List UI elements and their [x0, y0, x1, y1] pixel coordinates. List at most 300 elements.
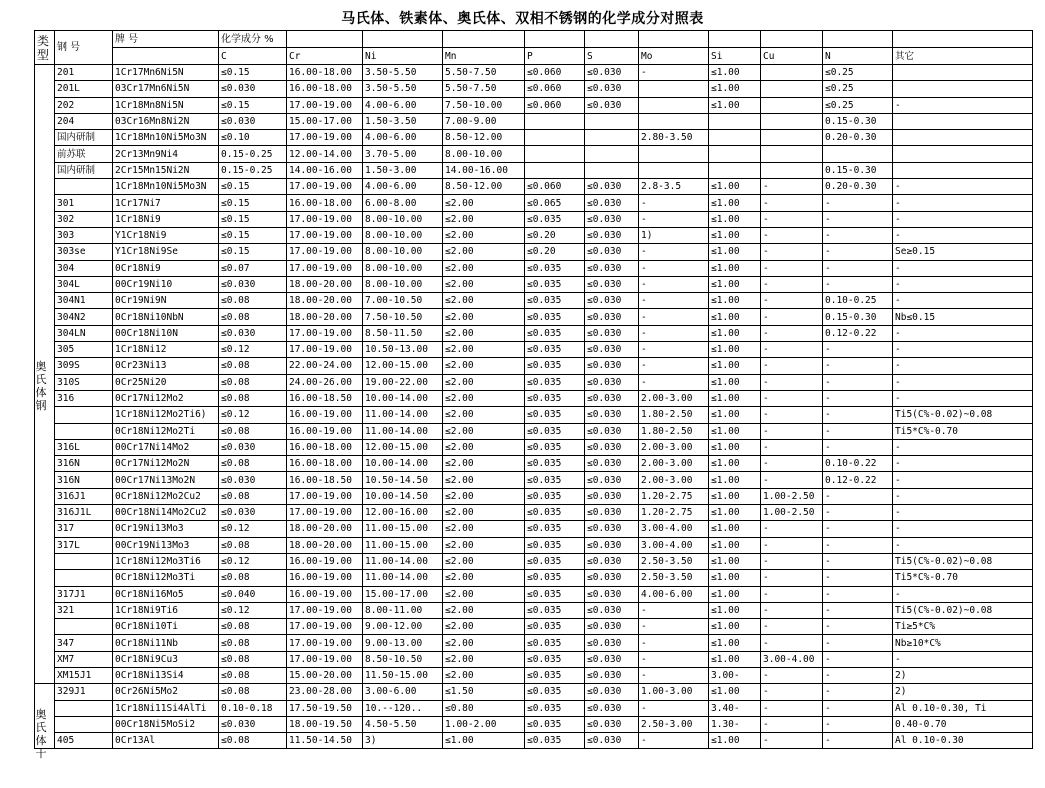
value-cell: - — [761, 602, 823, 618]
header-blank — [761, 31, 823, 48]
side-label-char: 类 — [36, 34, 49, 48]
grade-cell: 0Cr19Ni9N — [113, 293, 219, 309]
value-cell: 0.12-0.22 — [823, 325, 893, 341]
value-cell: - — [761, 684, 823, 700]
grade-cell: 0Cr18Ni12Mo2Cu2 — [113, 488, 219, 504]
table-row — [35, 211, 1033, 227]
value-cell: ≤0.030 — [585, 179, 639, 195]
value-cell: ≤0.030 — [585, 667, 639, 683]
table-row — [35, 423, 1033, 439]
value-cell: ≤0.035 — [525, 733, 585, 749]
value-cell: 10.50-14.50 — [363, 472, 443, 488]
element-header-4: Mn — [443, 48, 525, 65]
value-cell: ≤0.030 — [585, 358, 639, 374]
value-cell: ≤1.00 — [709, 293, 761, 309]
value-cell: ≤1.00 — [709, 374, 761, 390]
value-cell: 10.50-13.00 — [363, 342, 443, 358]
value-cell: ≤0.035 — [525, 423, 585, 439]
value-cell: 15.00-17.00 — [363, 586, 443, 602]
value-cell: - — [893, 211, 1033, 227]
value-cell: 0.15-0.25 — [219, 146, 287, 162]
value-cell: ≤0.08 — [219, 667, 287, 683]
table-row — [35, 97, 1033, 113]
steel-no-cell — [55, 423, 113, 439]
value-cell — [639, 162, 709, 178]
duplex-side-cell — [35, 684, 55, 749]
grade-cell: 1Cr17Ni7 — [113, 195, 219, 211]
value-cell: 8.00-10.00 — [363, 276, 443, 292]
value-cell: - — [893, 325, 1033, 341]
table-row — [35, 195, 1033, 211]
value-cell: - — [893, 374, 1033, 390]
value-cell: Nb≤0.15 — [893, 309, 1033, 325]
value-cell: ≤0.030 — [585, 260, 639, 276]
value-cell: - — [761, 619, 823, 635]
header-blank — [363, 31, 443, 48]
value-cell: ≤0.15 — [219, 227, 287, 243]
table-row — [35, 505, 1033, 521]
value-cell: 15.00-20.00 — [287, 667, 363, 683]
table-row — [35, 146, 1033, 162]
value-cell: 3.40- — [709, 700, 761, 716]
value-cell: ≤2.00 — [443, 342, 525, 358]
value-cell: - — [761, 521, 823, 537]
value-cell: - — [823, 537, 893, 553]
table-row — [35, 293, 1033, 309]
value-cell: ≤0.80 — [443, 700, 525, 716]
value-cell: - — [761, 586, 823, 602]
value-cell: 7.00-9.00 — [443, 113, 525, 129]
steel-no-cell: 304LN — [55, 325, 113, 341]
value-cell: Ti≥5*C% — [893, 619, 1033, 635]
element-header-3: Ni — [363, 48, 443, 65]
grade-cell: 2Cr13Mn9Ni4 — [113, 146, 219, 162]
value-cell: - — [893, 521, 1033, 537]
steel-no-header: 钢 号 — [55, 31, 113, 65]
value-cell: ≤2.00 — [443, 309, 525, 325]
steel-no-cell: 304N2 — [55, 309, 113, 325]
value-cell — [761, 97, 823, 113]
table-row — [35, 716, 1033, 732]
value-cell: ≤0.030 — [585, 521, 639, 537]
value-cell: - — [893, 227, 1033, 243]
value-cell: ≤0.030 — [219, 505, 287, 521]
value-cell — [893, 81, 1033, 97]
value-cell: ≤1.00 — [709, 211, 761, 227]
value-cell — [585, 146, 639, 162]
value-cell — [525, 162, 585, 178]
value-cell: ≤1.00 — [709, 390, 761, 406]
element-header-1: C — [219, 48, 287, 65]
value-cell: 3.00-4.00 — [761, 651, 823, 667]
value-cell: 8.00-10.00 — [363, 211, 443, 227]
value-cell: ≤2.00 — [443, 521, 525, 537]
value-cell: 0.15-0.30 — [823, 113, 893, 129]
value-cell: ≤0.08 — [219, 374, 287, 390]
value-cell: ≤0.030 — [219, 716, 287, 732]
value-cell: - — [761, 537, 823, 553]
value-cell: 17.00-19.00 — [287, 227, 363, 243]
steel-no-cell: 321 — [55, 602, 113, 618]
value-cell: 10.00-14.00 — [363, 456, 443, 472]
value-cell: ≤0.030 — [585, 423, 639, 439]
value-cell: 2.00-3.00 — [639, 439, 709, 455]
table-row — [35, 325, 1033, 341]
value-cell: - — [893, 586, 1033, 602]
value-cell: - — [823, 521, 893, 537]
steel-no-cell — [55, 553, 113, 569]
table-row — [35, 733, 1033, 749]
value-cell: ≤1.00 — [709, 276, 761, 292]
value-cell: 3) — [363, 733, 443, 749]
value-cell: 17.00-19.00 — [287, 488, 363, 504]
value-cell: 12.00-15.00 — [363, 358, 443, 374]
value-cell: ≤0.030 — [585, 570, 639, 586]
table-row — [35, 309, 1033, 325]
value-cell — [525, 113, 585, 129]
value-cell: ≤2.00 — [443, 195, 525, 211]
grade-cell: 00Cr19Ni10 — [113, 276, 219, 292]
value-cell: 16.00-19.00 — [287, 423, 363, 439]
value-cell: ≤2.00 — [443, 374, 525, 390]
table-row — [35, 570, 1033, 586]
value-cell: ≤0.030 — [585, 227, 639, 243]
value-cell: ≤0.035 — [525, 667, 585, 683]
value-cell: 11.50-15.00 — [363, 667, 443, 683]
value-cell: ≤0.035 — [525, 651, 585, 667]
grade-cell: 2Cr15Mn15Ni2N — [113, 162, 219, 178]
value-cell: - — [761, 733, 823, 749]
value-cell: ≤0.035 — [525, 586, 585, 602]
steel-no-cell — [55, 716, 113, 732]
value-cell: - — [823, 553, 893, 569]
value-cell: ≤0.20 — [525, 227, 585, 243]
side-label-char: 氏 — [35, 373, 47, 386]
value-cell: 0.12-0.22 — [823, 472, 893, 488]
value-cell: - — [639, 309, 709, 325]
value-cell: 17.00-19.00 — [287, 325, 363, 341]
value-cell: ≤2.00 — [443, 358, 525, 374]
table-row — [35, 684, 1033, 700]
value-cell: - — [761, 700, 823, 716]
grade-cell: 0Cr18Ni11Nb — [113, 635, 219, 651]
value-cell: ≤0.035 — [525, 700, 585, 716]
value-cell — [893, 113, 1033, 129]
element-header-10: N — [823, 48, 893, 65]
value-cell: ≤2.00 — [443, 211, 525, 227]
value-cell: ≤0.15 — [219, 65, 287, 81]
value-cell: - — [639, 244, 709, 260]
value-cell: - — [823, 667, 893, 683]
value-cell: - — [639, 358, 709, 374]
value-cell: ≤1.00 — [709, 81, 761, 97]
value-cell: - — [893, 97, 1033, 113]
value-cell: 18.00-20.00 — [287, 276, 363, 292]
steel-no-cell — [55, 407, 113, 423]
table-row — [35, 602, 1033, 618]
steel-no-cell: 303se — [55, 244, 113, 260]
value-cell: ≤0.08 — [219, 684, 287, 700]
value-cell: ≤1.00 — [709, 456, 761, 472]
steel-no-cell: 202 — [55, 97, 113, 113]
value-cell: - — [761, 390, 823, 406]
value-cell: ≤0.035 — [525, 211, 585, 227]
grade-cell: 00Cr19Ni13Mo3 — [113, 537, 219, 553]
grade-cell: 1Cr18Ni11Si4AlTi — [113, 700, 219, 716]
value-cell: ≤0.08 — [219, 570, 287, 586]
grade-cell: 1Cr18Ni12Mo2Ti6) — [113, 407, 219, 423]
value-cell: ≤0.25 — [823, 97, 893, 113]
steel-no-cell: 310S — [55, 374, 113, 390]
value-cell: 0.10-0.25 — [823, 293, 893, 309]
value-cell: ≤0.15 — [219, 179, 287, 195]
grade-cell: 1Cr18Ni9Ti6 — [113, 602, 219, 618]
value-cell: ≤0.08 — [219, 358, 287, 374]
value-cell: ≤1.00 — [709, 244, 761, 260]
value-cell: 10.--120.. — [363, 700, 443, 716]
value-cell: - — [823, 488, 893, 504]
steel-no-cell: 304L — [55, 276, 113, 292]
value-cell: ≤0.08 — [219, 488, 287, 504]
value-cell: - — [893, 293, 1033, 309]
element-header-8: Si — [709, 48, 761, 65]
value-cell: - — [823, 570, 893, 586]
value-cell: ≤1.00 — [709, 635, 761, 651]
value-cell: ≤0.035 — [525, 309, 585, 325]
value-cell: 11.00-14.00 — [363, 423, 443, 439]
value-cell: ≤1.00 — [709, 602, 761, 618]
value-cell: 8.50-10.50 — [363, 651, 443, 667]
value-cell — [823, 146, 893, 162]
value-cell: - — [893, 179, 1033, 195]
value-cell: 12.00-14.00 — [287, 146, 363, 162]
steel-no-cell: 316J1L — [55, 505, 113, 521]
value-cell: ≤2.00 — [443, 325, 525, 341]
header-blank — [823, 31, 893, 48]
value-cell: 23.00-28.00 — [287, 684, 363, 700]
value-cell: ≤2.00 — [443, 651, 525, 667]
value-cell: ≤0.030 — [585, 374, 639, 390]
value-cell: ≤0.030 — [585, 635, 639, 651]
table-row — [35, 586, 1033, 602]
value-cell: 8.00-10.00 — [443, 146, 525, 162]
value-cell: - — [761, 472, 823, 488]
value-cell: - — [761, 374, 823, 390]
value-cell: ≤0.030 — [585, 97, 639, 113]
value-cell: Ti5(C%-0.02)~0.08 — [893, 602, 1033, 618]
value-cell: - — [761, 211, 823, 227]
value-cell: 17.00-19.00 — [287, 602, 363, 618]
grade-cell: 0Cr26Ni5Mo2 — [113, 684, 219, 700]
value-cell: 1.30- — [709, 716, 761, 732]
value-cell: ≤0.035 — [525, 488, 585, 504]
value-cell: ≤0.20 — [525, 244, 585, 260]
steel-no-cell: 305 — [55, 342, 113, 358]
value-cell: 3.00-4.00 — [639, 521, 709, 537]
value-cell: - — [823, 700, 893, 716]
table-body — [35, 31, 1033, 749]
value-cell: ≤2.00 — [443, 439, 525, 455]
value-cell: - — [823, 716, 893, 732]
grade-cell: 0Cr18Ni10Ti — [113, 619, 219, 635]
header-blank — [639, 31, 709, 48]
table-row — [35, 81, 1033, 97]
value-cell: 14.00-16.00 — [443, 162, 525, 178]
steel-no-cell: 316N — [55, 472, 113, 488]
value-cell: ≤2.00 — [443, 488, 525, 504]
table-row — [35, 227, 1033, 243]
grade-cell: 00Cr18Ni5MoSi2 — [113, 716, 219, 732]
grade-subheader — [113, 48, 219, 65]
value-cell: 1.50-3.00 — [363, 162, 443, 178]
value-cell: ≤2.00 — [443, 570, 525, 586]
grade-cell: 1Cr18Mn10Ni5Mo3N — [113, 179, 219, 195]
value-cell: ≤0.15 — [219, 211, 287, 227]
value-cell: - — [823, 684, 893, 700]
value-cell: 8.00-10.00 — [363, 227, 443, 243]
value-cell: 2) — [893, 684, 1033, 700]
value-cell: - — [823, 586, 893, 602]
value-cell: ≤0.15 — [219, 97, 287, 113]
value-cell — [709, 146, 761, 162]
header-blank — [443, 31, 525, 48]
value-cell: 0.20-0.30 — [823, 179, 893, 195]
value-cell: 16.00-18.00 — [287, 65, 363, 81]
value-cell: ≤0.035 — [525, 439, 585, 455]
grade-cell: 1Cr18Ni12Mo3Ti6 — [113, 553, 219, 569]
value-cell: ≤0.15 — [219, 244, 287, 260]
value-cell: 5.50-7.50 — [443, 65, 525, 81]
value-cell: ≤1.00 — [709, 195, 761, 211]
value-cell: - — [639, 700, 709, 716]
value-cell: 7.50-10.50 — [363, 309, 443, 325]
table-row — [35, 113, 1033, 129]
value-cell: 2.50-3.00 — [639, 716, 709, 732]
value-cell: 4.00-6.00 — [639, 586, 709, 602]
value-cell: - — [893, 195, 1033, 211]
value-cell: - — [823, 227, 893, 243]
value-cell: ≤1.00 — [709, 553, 761, 569]
value-cell: - — [761, 358, 823, 374]
steel-no-cell: 204 — [55, 113, 113, 129]
value-cell: 1.20-2.75 — [639, 488, 709, 504]
value-cell: ≤0.030 — [585, 325, 639, 341]
steel-no-cell: 317J1 — [55, 586, 113, 602]
value-cell: ≤0.08 — [219, 423, 287, 439]
value-cell: 17.00-19.00 — [287, 211, 363, 227]
value-cell: 2.00-3.00 — [639, 472, 709, 488]
value-cell: ≤2.00 — [443, 276, 525, 292]
value-cell: 3.50-5.50 — [363, 81, 443, 97]
value-cell: ≤0.12 — [219, 342, 287, 358]
table-row — [35, 179, 1033, 195]
value-cell: ≤0.12 — [219, 553, 287, 569]
value-cell: ≤0.030 — [585, 195, 639, 211]
table-row — [35, 390, 1033, 406]
table-row — [35, 439, 1033, 455]
value-cell: 16.00-19.00 — [287, 407, 363, 423]
value-cell: ≤1.00 — [709, 651, 761, 667]
value-cell — [761, 81, 823, 97]
value-cell: - — [823, 260, 893, 276]
value-cell: ≤2.00 — [443, 244, 525, 260]
value-cell — [525, 146, 585, 162]
value-cell: - — [761, 407, 823, 423]
value-cell: ≤0.030 — [585, 488, 639, 504]
value-cell: 3.70-5.00 — [363, 146, 443, 162]
steel-no-cell: 316 — [55, 390, 113, 406]
value-cell: 4.50-5.50 — [363, 716, 443, 732]
value-cell: 17.00-19.00 — [287, 342, 363, 358]
value-cell: - — [823, 211, 893, 227]
value-cell: - — [823, 276, 893, 292]
value-cell: ≤0.035 — [525, 342, 585, 358]
value-cell: ≤1.00 — [709, 423, 761, 439]
table-row — [35, 358, 1033, 374]
header-blank — [585, 31, 639, 48]
value-cell: - — [761, 635, 823, 651]
value-cell: - — [893, 537, 1033, 553]
grade-cell: 03Cr17Mn6Ni5N — [113, 81, 219, 97]
value-cell: - — [639, 276, 709, 292]
value-cell: ≤0.030 — [585, 244, 639, 260]
value-cell: Ti5*C%-0.70 — [893, 423, 1033, 439]
value-cell: - — [823, 602, 893, 618]
value-cell: - — [761, 260, 823, 276]
value-cell: ≤1.00 — [709, 325, 761, 341]
value-cell: ≤0.08 — [219, 733, 287, 749]
value-cell: - — [639, 260, 709, 276]
value-cell: 8.00-10.00 — [363, 244, 443, 260]
value-cell: 17.00-19.00 — [287, 619, 363, 635]
value-cell: - — [761, 293, 823, 309]
header-blank — [525, 31, 585, 48]
value-cell: 11.00-15.00 — [363, 521, 443, 537]
value-cell: ≤2.00 — [443, 456, 525, 472]
element-header-6: S — [585, 48, 639, 65]
grade-cell: 03Cr16Mn8Ni2N — [113, 113, 219, 129]
value-cell: ≤0.035 — [525, 276, 585, 292]
value-cell: ≤0.035 — [525, 553, 585, 569]
value-cell — [893, 146, 1033, 162]
steel-no-cell: 201L — [55, 81, 113, 97]
value-cell: 9.00-13.00 — [363, 635, 443, 651]
value-cell: 3.00- — [709, 667, 761, 683]
value-cell: 7.50-10.00 — [443, 97, 525, 113]
value-cell: ≤0.08 — [219, 651, 287, 667]
value-cell: 2) — [893, 667, 1033, 683]
value-cell: - — [761, 309, 823, 325]
value-cell: ≤2.00 — [443, 537, 525, 553]
value-cell: - — [823, 374, 893, 390]
value-cell: 4.00-6.00 — [363, 130, 443, 146]
value-cell: - — [823, 244, 893, 260]
value-cell: 0.10-0.18 — [219, 700, 287, 716]
value-cell: ≤0.030 — [585, 407, 639, 423]
value-cell: ≤0.030 — [219, 325, 287, 341]
value-cell: ≤2.00 — [443, 667, 525, 683]
value-cell: ≤0.035 — [525, 619, 585, 635]
table-row — [35, 456, 1033, 472]
value-cell: - — [823, 635, 893, 651]
value-cell: - — [761, 570, 823, 586]
value-cell: - — [761, 439, 823, 455]
value-cell: ≤0.030 — [219, 81, 287, 97]
value-cell: - — [893, 260, 1033, 276]
value-cell — [709, 130, 761, 146]
value-cell: ≤0.035 — [525, 472, 585, 488]
table-row — [35, 65, 1033, 81]
